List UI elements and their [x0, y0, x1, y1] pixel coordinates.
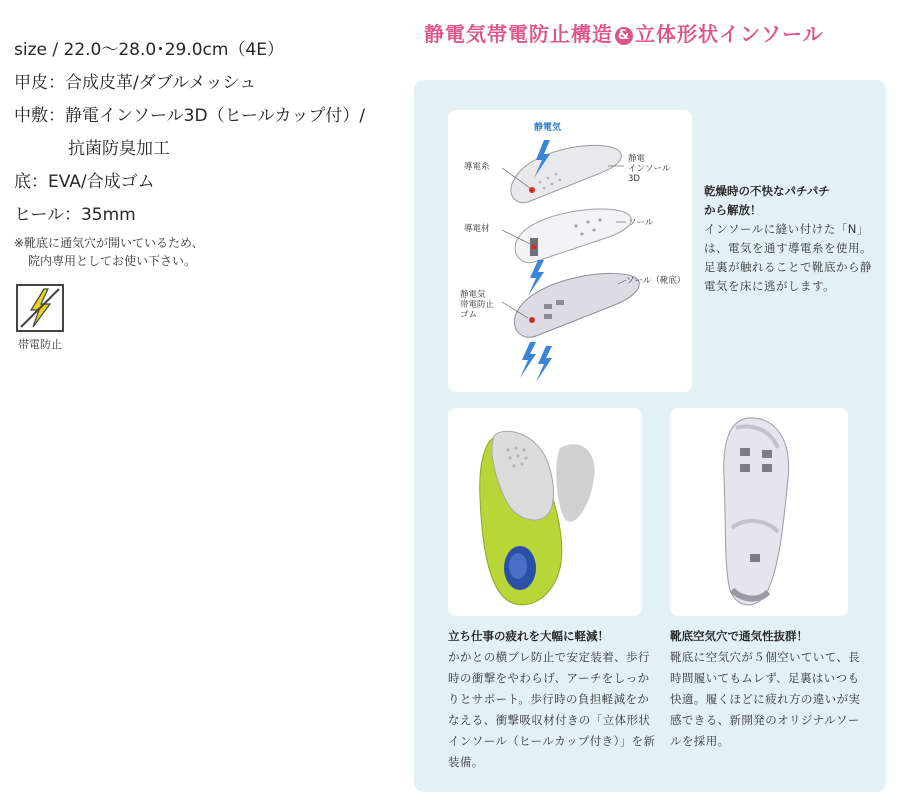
sole-photo-card	[670, 408, 848, 616]
caption-sole	[670, 626, 870, 752]
feature-panel	[414, 80, 886, 792]
caption-sole-title: 靴底空気穴で通気性抜群！	[670, 629, 808, 643]
antistatic-label: 帯電防止	[18, 338, 62, 351]
insole-photo-card	[448, 408, 642, 616]
label-insole-3d: 静電 インソール 3D	[628, 154, 671, 184]
spec-insole-cont: 抗菌防臭加工	[68, 139, 170, 159]
feature-headline	[424, 18, 824, 47]
static-release-text	[704, 182, 874, 296]
spec-note-line1: ※靴底に通気穴が開いているため、	[14, 236, 204, 250]
spec-sole: 底：EVA/合成ゴム	[14, 172, 155, 192]
spec-size: size / 22.0～28.0･29.0cm（4E）	[14, 40, 285, 60]
spec-upper: 甲皮：合成皮革/ダブルメッシュ	[14, 73, 257, 93]
insole-illustration	[448, 408, 642, 616]
caption-insole-title: 立ち仕事の疲れを大幅に軽減！	[448, 629, 609, 643]
label-static: 静電気	[534, 123, 562, 133]
label-conductive-material: 導電材	[464, 224, 490, 234]
static-release-body: インソールに縫い付けた「N」は、電気を通す導電糸を使用。足裏が触れることで靴底から静電気を床に逃がします。	[704, 222, 872, 293]
label-sole: ソール	[628, 218, 654, 228]
caption-insole-body: かかとの横ブレ防止で安定装着、歩行時の衝撃をやわらげ、アーチをしっかりとサポート。歩行時の負担軽減をかなえる、衝撃吸収材付きの「立体形状インソール（ヒールカップ付き）」を新装備。	[448, 650, 656, 769]
headline-amp: &	[615, 27, 633, 45]
label-sole-bottom: ソール（靴底）	[626, 276, 686, 286]
antistatic-icon	[16, 284, 64, 332]
diagram-illustration	[448, 110, 692, 392]
caption-insole	[448, 626, 658, 773]
label-antistatic-rubber: 静電気 帯電防止 ゴム	[460, 290, 495, 320]
antistatic-diagram-card	[448, 110, 692, 392]
spec-note-line2: 院内専用としてお使い下さい。	[28, 254, 197, 268]
antistatic-badge	[12, 284, 68, 352]
headline-part1: 静電気帯電防止構造	[424, 22, 613, 46]
caption-sole-body: 靴底に空気穴が５個空いていて、長時間履いてもムレず、足裏はいつも快適。履くほどに疲れ方の違いが実感できる、新開発のオリジナルソールを採用。	[670, 650, 861, 748]
static-release-title-2: から解放！	[704, 203, 762, 217]
spec-list	[14, 34, 394, 270]
spec-heel: ヒール：35mm	[14, 205, 136, 225]
headline-part2: 立体形状インソール	[635, 22, 824, 46]
sole-illustration	[670, 408, 848, 616]
label-conductive-thread: 導電糸	[464, 162, 490, 172]
spec-insole: 中敷：静電インソール3D（ヒールカップ付）/	[14, 106, 366, 126]
static-release-title-1: 乾燥時の不快なパチパチ	[704, 184, 830, 198]
spec-note	[14, 234, 394, 270]
static-release-title	[704, 182, 874, 220]
